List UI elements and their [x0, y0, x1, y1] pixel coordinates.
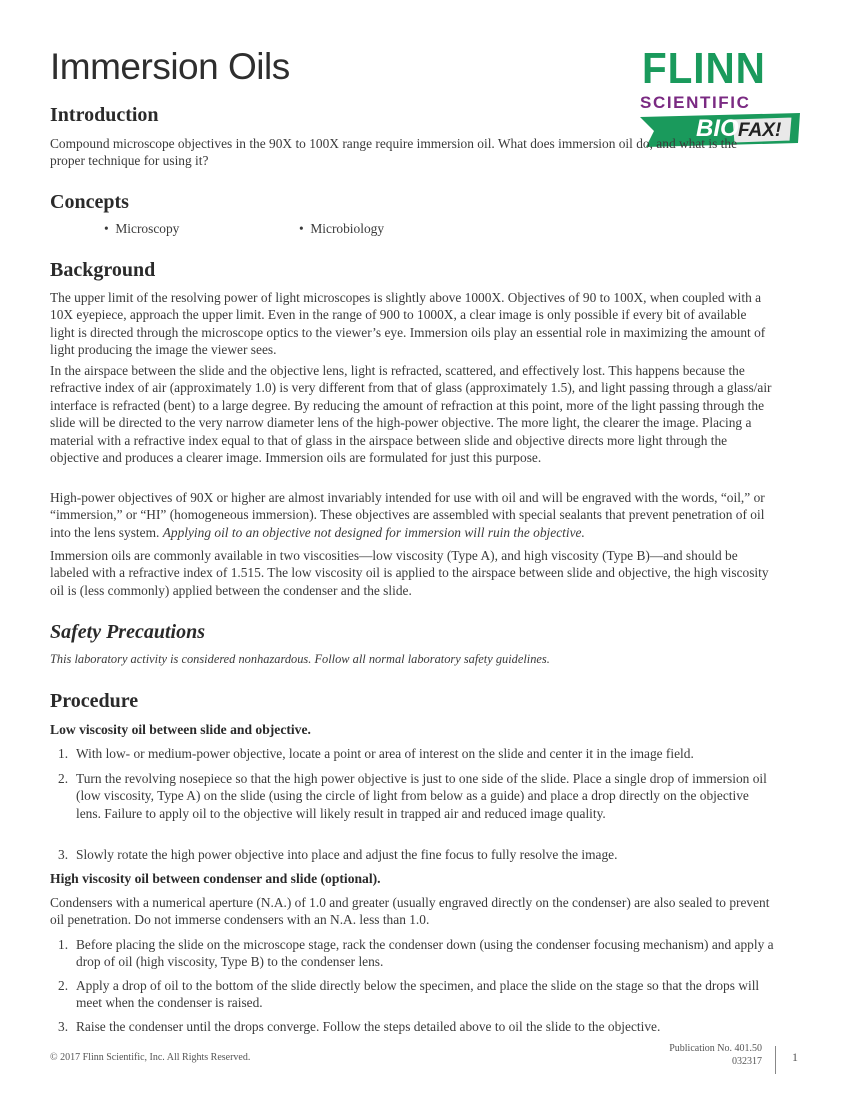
step-text: Before placing the slide on the microscope stage, rack the condenser down (using the condenser focusing mechanism) and apply a drop of oil (high viscosity, Type B) to the condenser lens. — [76, 937, 774, 970]
step-text: With low- or medium-power objective, locate a point or area of interest on the slide and center it in the image field. — [76, 746, 694, 761]
background-heading: Background — [50, 259, 156, 281]
procedure-subheading-high-viscosity: High viscosity oil between condenser and slide (optional). — [50, 871, 381, 886]
logo-flinn-text: FLINN — [642, 44, 766, 93]
document-title: Immersion Oils — [50, 46, 290, 87]
step-text: Slowly rotate the high power objective into place and adjust the fine focus to fully resolve the image. — [76, 847, 618, 862]
background-paragraph-3 — [50, 489, 774, 541]
step-number: 1. — [58, 746, 69, 761]
intro-text: Compound microscope objectives in the 90X to 100X range require immersion oil. What does immersion oil do, and what is the proper technique for using it? — [50, 136, 738, 169]
procedure-subheading-low-viscosity: Low viscosity oil between slide and objective. — [50, 722, 311, 737]
concept-item-microbiology: • Microbiology — [299, 221, 385, 236]
concepts-heading: Concepts — [50, 191, 129, 213]
procedure-heading: Procedure — [50, 690, 139, 712]
background-paragraph-3-text: High-power objectives of 90X or higher are almost invariably intended for use with oil and will be engraved with the words, “oil,” or “immersion,” or “HI” (homogeneous immersion). These objectives are assembled with special sealants that prevent penetration of oil into the lens system. — [50, 490, 765, 540]
step-text: Apply a drop of oil to the bottom of the slide directly below the specimen, and place the slide on the stage so that the drops will meet when the condenser is raised. — [76, 978, 760, 1011]
background-paragraph-3-warning: Applying oil to an objective not designed for immersion will ruin the objective. — [162, 524, 585, 540]
logo-bio-text: BIO — [696, 115, 739, 142]
safety-text: This laboratory activity is considered nonhazardous. Follow all normal laboratory safety guidelines. — [50, 652, 550, 666]
footer-publication-number: Publication No. 401.50 — [669, 1043, 762, 1054]
step-number: 3. — [58, 847, 69, 862]
footer-publication-code: 032317 — [732, 1056, 762, 1067]
background-paragraph-1: The upper limit of the resolving power of light microscopes is slightly above 1000X. Objectives of 90 to 100X, when coupled with a 10X eyepiece, approach the upper limit. Even in the range of 900 to 1000X, a clear image is only possible if every bit of available light is directed through the microscope optics to the viewer’s eye. Immersion oils play an essential role in maximizing the amount of light producing the image the viewer sees. — [50, 290, 766, 358]
step-number: 2. — [58, 771, 69, 786]
background-paragraph-4: Immersion oils are commonly available in two viscosities—low viscosity (Type A), and high viscosity (Type B)—and should be labeled with a refractive index of 1.515. The low viscosity oil is applied to the airspace between slide and objective, the high viscosity oil is (less commonly) applied between the condenser and the slide. — [50, 548, 769, 598]
safety-heading: Safety Precautions — [50, 621, 205, 643]
footer-divider — [775, 1046, 776, 1074]
step-number: 3. — [58, 1019, 69, 1034]
concept-label: Microscopy — [115, 221, 180, 236]
step-text: Raise the condenser until the drops converge. Follow the steps detailed above to oil the slide to the objective. — [76, 1019, 661, 1034]
step-text: Turn the revolving nosepiece so that the high power objective is just to one side of the slide. Place a single drop of immersion oil (low viscosity, Type A) on the slide (using the circle of light from below as a guide) and place a drop directly on the objective lens. Failure to apply oil to the objective will likely result in trapped air and reduced image quality. — [76, 771, 767, 821]
procedure-high-viscosity-text: Condensers with a numerical aperture (N.A.) of 1.0 and greater (usually engraved directly on the condenser) are also sealed to prevent oil penetration. Do not immerse condensers with an N.A. less than 1.0. — [50, 895, 770, 928]
intro-heading: Introduction — [50, 104, 159, 126]
step-number: 1. — [58, 937, 69, 952]
background-paragraph-2: In the airspace between the slide and the objective lens, light is refracted, scattered, and effectively lost. This happens because the refractive index of air (approximately 1.0) is very different from that of glass (approximately 1.5), and light passing through a glass/air interface is refracted (bent) to a large degree. By reducing the amount of refraction at this point, more of the light passing through the slide will be directed to the very narrow diameter lens of the high-power objective. The more light, the clearer the image. Placing a material with a refractive index equal to that of glass in the airspace between slide and objective directs more light through the objective and produces a clearer image. Immersion oils are formulated for just this purpose. — [50, 363, 772, 466]
concept-label: Microbiology — [310, 221, 385, 236]
concept-item-microscopy: • Microscopy — [104, 221, 180, 236]
page-number: 1 — [792, 1050, 798, 1064]
step-number: 2. — [58, 978, 69, 993]
logo-scientific-text: SCIENTIFIC — [640, 93, 751, 112]
logo-fax-text: FAX! — [738, 120, 782, 141]
footer-copyright: © 2017 Flinn Scientific, Inc. All Rights Reserved. — [50, 1052, 251, 1063]
